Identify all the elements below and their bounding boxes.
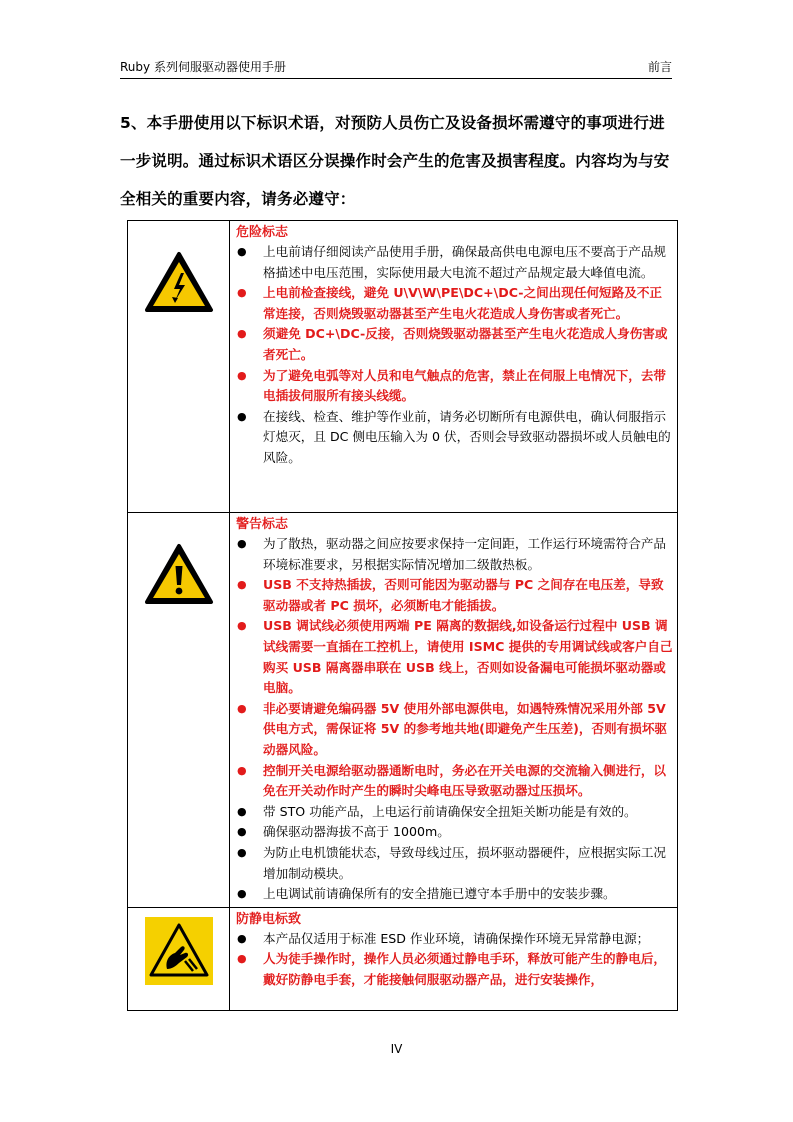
list-item: ● 为了散热，驱动器之间应按要求保持一定间距，工作运行环境需符合产品环境标准要求，另根据实际情况增加二级散热板。	[236, 534, 673, 575]
list-item: ● 上电前请仔细阅读产品使用手册，确保最高供电电源电压不要高于产品规格描述中电压范围，实际使用最大电流不超过产品规定最大峰值电流。	[236, 242, 673, 283]
page-header	[120, 54, 672, 79]
warning-row	[128, 513, 678, 908]
danger-row	[128, 221, 678, 513]
list-item: ● 须避免 DC+\DC-反接，否则烧毁驱动器甚至产生电火花造成人身伤害或者死亡。	[236, 324, 673, 365]
list-item: ● USB 不支持热插拔，否则可能因为驱动器与 PC 之间存在电压差，导致驱动器或者 PC 损坏，必须断电才能插拔。	[236, 575, 673, 616]
list-item: ● 为防止电机馈能状态，导致母线过压，损坏驱动器硬件，应根据实际工况增加制动模块。	[236, 843, 673, 884]
list-item: ● 本产品仅适用于标准 ESD 作业环境，请确保操作环境无异常静电源；	[236, 929, 673, 950]
intro-line: 全相关的重要内容，请务必遵守：	[120, 190, 356, 208]
esd-row	[128, 907, 678, 1010]
warning-list	[236, 534, 673, 905]
warning-title: 警告标志	[236, 517, 289, 532]
list-item: ● 人为徒手操作时，操作人员必须通过静电手环，释放可能产生的静电后，戴好防静电手套，才能接触伺服驱动器产品，进行安装操作，	[236, 949, 673, 990]
danger-list	[236, 242, 673, 469]
list-item: ● 控制开关电源给驱动器通断电时，务必在开关电源的交流输入侧进行，以免在开关动作时产生的瞬时尖峰电压导致驱动器过压损坏。	[236, 761, 673, 802]
warning-exclamation-icon	[144, 543, 214, 609]
intro-paragraph	[120, 104, 673, 218]
list-item: ● 为了避免电弧等对人员和电气触点的危害，禁止在伺服上电情况下，去带电插拔伺服所有接头线缆。	[236, 366, 673, 407]
list-item: ● 非必要请避免编码器 5V 使用外部电源供电，如遇特殊情况采用外部 5V 供电方式，需保证将 5V 的参考地共地(即避免产生压差)，否则有损坏驱动器风险。	[236, 699, 673, 761]
chapter-title: 前言	[647, 60, 672, 74]
list-item: ● USB 调试线必须使用两端 PE 隔离的数据线,如设备运行过程中 USB 调试线需要一直插在工控机上，请使用 ISMC 提供的专用调试线或客户自己购买 USB 隔离器串联在 USB 线上，否则如设备漏电可能损坏驱动器或电脑。	[236, 616, 673, 698]
electric-hazard-icon	[144, 251, 214, 317]
list-item: ● 上电前检查接线，避免 U\V\W\PE\DC+\DC-之间出现任何短路及不正常连接，否则烧毁驱动器甚至产生电火花造成人身伤害或者死亡。	[236, 283, 673, 324]
intro-line: 5、本手册使用以下标识术语，对预防人员伤亡及设备损坏需遵守的事项进行进	[120, 114, 665, 132]
list-item: ● 上电调试前请确保所有的安全措施已遵守本手册中的安装步骤。	[236, 884, 673, 905]
page-number: IV	[390, 1042, 403, 1056]
esd-sensitive-icon	[145, 917, 213, 989]
safety-signs-table	[127, 220, 678, 1011]
esd-title: 防静电标致	[236, 911, 302, 927]
danger-title: 危险标志	[236, 225, 289, 240]
manual-title: Ruby 系列伺服驱动器使用手册	[120, 60, 286, 74]
list-item: ● 带 STO 功能产品，上电运行前请确保安全扭矩关断功能是有效的。	[236, 802, 673, 823]
intro-line: 一步说明。通过标识术语区分误操作时会产生的危害及损害程度。内容均为与安	[120, 152, 670, 170]
list-item: ● 确保驱动器海拔不高于 1000m。	[236, 822, 673, 843]
list-item: ● 在接线、检查、维护等作业前，请务必切断所有电源供电，确认伺服指示灯熄灭，且 DC 侧电压输入为 0 伏，否则会导致驱动器损坏或人员触电的风险。	[236, 407, 673, 469]
esd-list	[236, 929, 673, 991]
